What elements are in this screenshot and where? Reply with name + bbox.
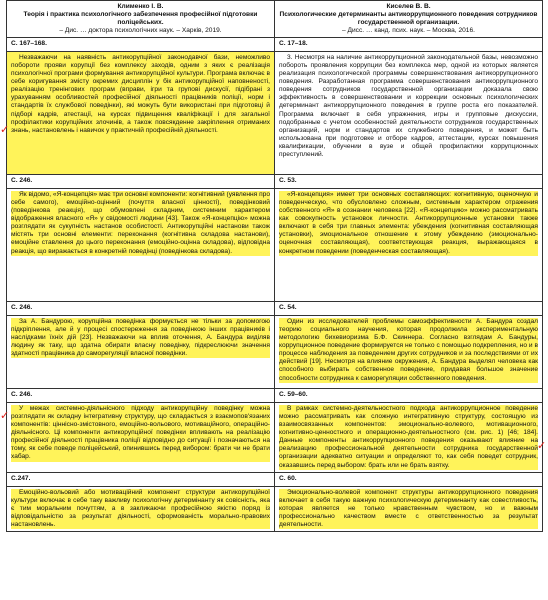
left-passage [7,316,275,389]
left-passage-text: Як відомо, «Я-концепція» має три основні компоненти: когнітивний (уявлення про себе самого), емоційно-оцінний (почуття власної цінності), поведінковий (поведінкова реакція), що обумовлені складним, системним характером відображення власного «Я» у свідомості людини [43]. Також «Я-концепцію» можна розглядати як сукупність настанов особистості. Антикорупційні настанови також містять три основні елементи: переконання (когнітивна складова настанови), емоційне ставлення до цього переконання (емоційно-оцінна складова), відповідна реакція, що виражається в конкретній поведінці (поведінкова складова). [11,191,270,255]
right-title: Психологические детерминанты антикоррупционного поведения сотрудников государственной организации. [279,11,538,27]
page-row [7,38,543,52]
right-page-ref: С. 53. [275,175,543,189]
text-row [7,403,543,472]
left-page-ref: С. 246. [7,389,275,403]
left-passage [7,486,275,531]
checkmark-icon: ✓ [0,409,10,422]
page-row [7,302,543,316]
text-row [7,189,543,302]
comparison-table [6,0,543,532]
right-page-ref: С. 59–60. [275,389,543,403]
left-passage-text: Емоційно-вольовий або мотиваційний компонент структури антикорупційної культури включає в себе таку важливу психологічну детермінанту як совісність, яка є тим моральним почуттям, а в закликаючи професійною якістю поряд із відповідальністю за результат діяльності, сформованість морально-правових настановлень. [11,488,270,528]
right-passage-text: «Я-концепция» имеет три основных составляющих: когнитивную, оценочную и поведенческую, что обусловлено сложным, системным характером отражения собственного «Я» в сознании человека [22]. «Я-концепцию» можно рассматривать как совокупность установок личности. Антикоррупционные установки также включают в себя три главных элемента: убеждения (когнитивная составляющая установки), эмоциональное отношение к этому убеждению (эмоционально-оценочная составляющая), соответствующая реакция, выражающаяся в конкретном поведении (поведенческая составляющая). [279,191,538,255]
checkmark-icon: ✓ [0,123,10,136]
left-source: – Дис. … доктора психологічних наук. – Харків, 2019. [59,27,222,35]
left-passage [7,52,275,175]
left-title: Теорія і практика психологічного забезпечення професійної підготовки поліцейських. [23,11,258,27]
left-author: Клименко І. В. [117,3,164,10]
text-row [7,52,543,175]
text-row [7,486,543,531]
right-source: – Дисс. … канд. псих. наук. – Москва, 2016. [342,27,475,35]
right-page-ref: С. 54. [275,302,543,316]
left-page-ref: С. 246. [7,302,275,316]
right-passage-text: Эмоционально-волевой компонент структуры антикоррупционного поведения включает в себя такую важную психологическую детерминанту как совестливость, которая является не только нравственным чувством, но и важным профессионально качеством вместе с ответственностью за результат деятельности. [279,488,538,528]
left-passage [7,189,275,302]
left-page-ref: С. 246. [7,175,275,189]
right-passage [275,403,543,472]
right-passage-text: Один из исследователей проблемы самоэффективности А. Бандура создал теорию социального научения, которая продолжила экспериментальную методологию бихевиоризма Б.Ф. Скиннера. Согласно взглядам А. Бандуры, коррупционное поведение формируется не только с помощью подкрепления, но и в процессе наблюдения за поведением других сотрудников и за последствиями от их действий [19]. Несмотря на влияние окружения, А. Бандура выделял человека как способного выбирать собственное поведение, придавая большое значение способности сотрудника к саморегуляции собственного поведения. [279,318,538,382]
checkmark-icon: ✓ [537,439,547,452]
right-passage-text: 3. Несмотря на наличие антикоррупционной законодательной базы, невозможно побороть проявления коррупции без комплекса мер, одной из которых является реализация психологической программы совершенствования антикоррупционного поведения. Разработанная программа совершенствования антикоррупционного поведения сотрудников государственной организации доказала свою эффективность в совершенствовании и коррекции основных психологических детерминант антикоррупционного поведения в группе роста его показателей. Программа включает в себя упражнения, игры и групповые дискуссии, подобранные с учетом особенностей деятельности сотрудников государственных организаций, норм и стандартов их служебного поведения, и может быть использована при подготовке и отборе кадров, аттестации, курсах повышения квалификации, обучении в вузе и общей профилактики коррупционных преступлений. [279,54,538,158]
right-page-ref: С. 17–18. [275,38,543,52]
left-page-ref: С.247. [7,472,275,486]
left-passage [7,403,275,472]
text-row [7,316,543,389]
page-row [7,175,543,189]
left-passage-text: У межах системно-діяльнісного підходу антикорупційну поведінку можна розглядати як складну інтегративну структуру, що складається з взаємопов'язаних компонентів: ціннісно-змістовного, емоційно-вольового, мотиваційного, операційно-діяльнісного. Ці компоненти антикорупційної поведінки впливають на реалізацію професійної діяльності працівника поліції відповідно до ситуації і позначаються на тому, як себе поведе поліцейський, опинившись перед вибором: брати чи не брати хабар. [11,405,270,461]
left-passage-text: За А. Бандурою, корупційна поведінка формується не тільки за допомогою підкріплення, але й у процесі спостереження за поведінкою інших працівників і наслідками їхніх дій [23]. Незважаючи на вплив оточення, А. Бандура виділяв людину як таку, що здатна обирати власну поведінку, підкреслюючи значення здатності працівника до саморегуляції власної поведінки. [11,318,270,358]
header-row [7,1,543,38]
left-passage-text: Незважаючи на наявність антикорупційної законодавчої бази, неможливо побороти прояви корупції без комплексу заходів, одним з яких є реалізація психологічної програми формування антикорупційної культури. Програма включає в себе коригування змісту окремих дисциплін у бік антикорупційної наповненості, реалізацію тренінгових програм (вправи, ігри та групові дискусії, підібрані з урахуванням особливостей професійної діяльності працівників поліції, норм і стандартів їх службової поведінки), які можуть бути використанi при підготовці й підборі кадрів, атестації, на курсах підвищення кваліфікації і для загальної профілактики корупційних злочинів, а також повсякденне закріплення отриманих знань, настановлень і навичок у практичній професійній діяльності. [11,54,270,134]
right-passage [275,316,543,389]
left-page-ref: С. 167–168. [7,38,275,52]
right-page-ref: С. 60. [275,472,543,486]
left-header [7,1,275,38]
right-passage-text: В рамках системно-деятельностного подхода антикоррупционное поведение можно рассматривать как сложную интегративную структуру, состоящую из взаимосвязанных компонентов: эмоционально-волевого, мотивационного, когнитивно-ценностного и операционно-деятельностного (см. рис. 1) [46; 184]. Данные компоненты антикоррупционного поведения оказывают влияние на реализацию профессиональной деятельности сотрудника государственной организации адекватно ситуации и определяют то, как себя поведет сотрудник, оказавшись перед выбором: брать или не брать взятку. [279,405,538,469]
page-row [7,472,543,486]
right-passage [275,189,543,302]
right-author: Киселев В. В. [386,3,431,10]
right-header [275,1,543,38]
page-row [7,389,543,403]
right-passage [275,52,543,175]
right-passage [275,486,543,531]
